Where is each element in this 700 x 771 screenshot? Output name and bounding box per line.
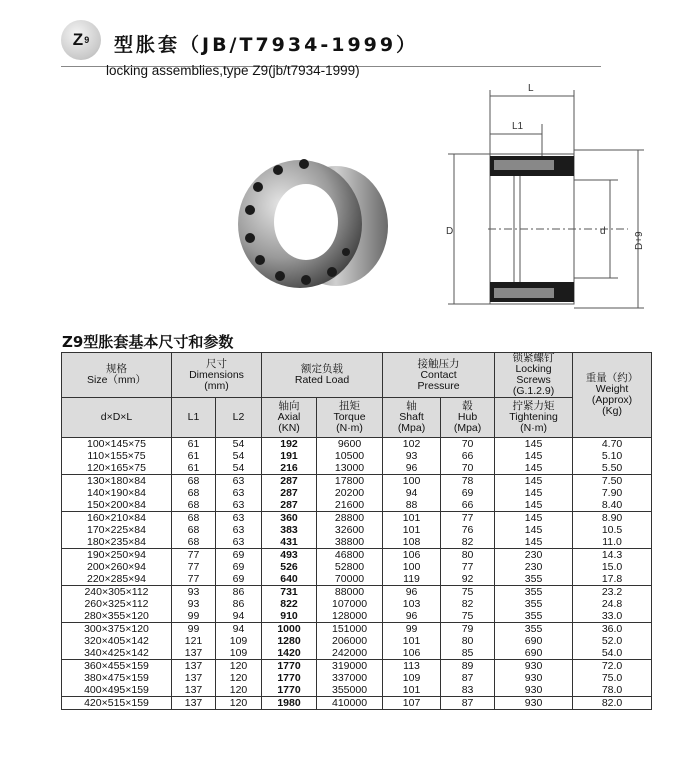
cell-l2: 86 (216, 586, 262, 599)
cell-hub: 78 (441, 475, 495, 488)
cell-axial: 191 (262, 450, 317, 462)
header-weight-en1: Weight (595, 383, 629, 395)
cell-torque: 13000 (317, 462, 383, 475)
header-hub-en: Hub (457, 411, 478, 423)
cell-tightening: 690 (495, 635, 573, 647)
header-axial-en: Axial (277, 411, 301, 423)
cell-shaft: 119 (383, 573, 441, 586)
cell-size: 100×145×75 (62, 438, 172, 451)
header-contact-pressure (383, 353, 495, 398)
cell-torque: 410000 (317, 697, 383, 710)
cell-shaft: 109 (383, 672, 441, 684)
table-row (62, 586, 652, 599)
cell-shaft: 113 (383, 660, 441, 673)
header-size-cn: 规格 (106, 363, 127, 375)
cell-size: 380×475×159 (62, 672, 172, 684)
cell-weight: 23.2 (573, 586, 652, 599)
cell-l1: 99 (172, 623, 216, 636)
cell-weight: 78.0 (573, 684, 652, 697)
cell-l2: 54 (216, 462, 262, 475)
technical-drawing (428, 78, 658, 318)
cell-l1: 137 (172, 672, 216, 684)
header-press-en2: Pressure (417, 379, 460, 392)
cell-l2: 94 (216, 623, 262, 636)
header-press-en1: Contact (420, 368, 457, 381)
header-dim-en: Dimensions (189, 368, 244, 381)
cell-l1: 77 (172, 573, 216, 586)
cell-size: 360×455×159 (62, 660, 172, 673)
cell-l2: 69 (216, 561, 262, 573)
header-shaft-en: Shaft (399, 411, 424, 423)
cell-weight: 8.90 (573, 512, 652, 525)
header-shaft-cn: 轴 (406, 400, 417, 412)
cell-size: 340×425×142 (62, 647, 172, 660)
table-row (62, 684, 652, 697)
cell-l2: 63 (216, 475, 262, 488)
cell-l2: 109 (216, 635, 262, 647)
cell-axial: 1770 (262, 672, 317, 684)
cell-hub: 80 (441, 635, 495, 647)
cell-torque: 107000 (317, 598, 383, 610)
cell-tightening: 145 (495, 524, 573, 536)
cell-axial: 360 (262, 512, 317, 525)
table-row (62, 598, 652, 610)
header-press-cn: 接触压力 (417, 357, 460, 370)
cell-l1: 61 (172, 450, 216, 462)
cell-tightening: 355 (495, 610, 573, 623)
cell-weight: 36.0 (573, 623, 652, 636)
table-row (62, 660, 652, 673)
cell-size: 180×235×84 (62, 536, 172, 549)
cell-axial: 383 (262, 524, 317, 536)
cell-l1: 68 (172, 475, 216, 488)
cell-l2: 63 (216, 536, 262, 549)
cell-axial: 431 (262, 536, 317, 549)
cell-hub: 87 (441, 697, 495, 710)
table-row (62, 499, 652, 512)
cell-shaft: 96 (383, 586, 441, 599)
cell-axial: 1770 (262, 660, 317, 673)
cell-axial: 287 (262, 499, 317, 512)
header-dimensions (172, 353, 262, 398)
table-row (62, 672, 652, 684)
page-title: 型胀套（JB/T7934-1999） (114, 34, 419, 56)
cell-torque: 206000 (317, 635, 383, 647)
cell-shaft: 103 (383, 598, 441, 610)
section-title: Z9型胀套基本尺寸和参数 (62, 333, 234, 351)
cell-l1: 68 (172, 487, 216, 499)
cell-hub: 77 (441, 561, 495, 573)
header-hub-cn: 毂 (462, 400, 473, 412)
header-screw-cn: 锁紧螺钉 (512, 352, 555, 364)
cell-l2: 120 (216, 697, 262, 710)
cell-size: 280×355×120 (62, 610, 172, 623)
cell-tightening: 930 (495, 684, 573, 697)
cell-l1: 77 (172, 561, 216, 573)
header-size-en: Size（mm） (87, 374, 146, 386)
cell-l1: 121 (172, 635, 216, 647)
cell-axial: 640 (262, 573, 317, 586)
cell-weight: 72.0 (573, 660, 652, 673)
cell-weight: 14.3 (573, 549, 652, 562)
cell-size: 120×165×75 (62, 462, 172, 475)
cell-axial: 1280 (262, 635, 317, 647)
cell-hub: 85 (441, 647, 495, 660)
cell-torque: 21600 (317, 499, 383, 512)
cell-weight: 52.0 (573, 635, 652, 647)
cell-torque: 46800 (317, 549, 383, 562)
header-axial (262, 398, 317, 438)
dim-label-d: d (600, 226, 606, 237)
cell-weight: 75.0 (573, 672, 652, 684)
header-weight (573, 353, 652, 438)
cell-tightening: 930 (495, 660, 573, 673)
table-row (62, 450, 652, 462)
cell-axial: 287 (262, 487, 317, 499)
cell-l1: 93 (172, 586, 216, 599)
cell-axial: 287 (262, 475, 317, 488)
cell-torque: 337000 (317, 672, 383, 684)
header-dim-unit: (mm) (204, 379, 229, 392)
cell-size: 260×325×112 (62, 598, 172, 610)
table-row (62, 697, 652, 710)
cell-l2: 69 (216, 549, 262, 562)
cell-tightening: 930 (495, 697, 573, 710)
header-weight-en2: (Approx) (591, 394, 633, 406)
cell-tightening: 355 (495, 623, 573, 636)
cell-weight: 5.10 (573, 450, 652, 462)
header-size-sub: d×D×L (62, 398, 172, 438)
badge-letter: Z (72, 30, 84, 49)
header-size (62, 353, 172, 398)
page-subtitle: locking assemblies,type Z9(jb/t7934-1999) (106, 63, 360, 78)
cell-hub: 82 (441, 536, 495, 549)
header-hub-unit: (Mpa) (453, 422, 482, 434)
cell-size: 400×495×159 (62, 684, 172, 697)
cell-axial: 216 (262, 462, 317, 475)
table-row (62, 462, 652, 475)
cell-l1: 68 (172, 524, 216, 536)
cell-size: 190×250×94 (62, 549, 172, 562)
table-row (62, 512, 652, 525)
cell-torque: 20200 (317, 487, 383, 499)
cell-hub: 89 (441, 660, 495, 673)
cell-size: 160×210×84 (62, 512, 172, 525)
dim-label-L1: L1 (512, 121, 524, 132)
cell-hub: 92 (441, 573, 495, 586)
table-row (62, 438, 652, 451)
cell-tightening: 230 (495, 549, 573, 562)
cell-axial: 731 (262, 586, 317, 599)
cell-l1: 68 (172, 512, 216, 525)
product-photo (228, 152, 393, 292)
cell-torque: 17800 (317, 475, 383, 488)
cell-shaft: 101 (383, 635, 441, 647)
dim-label-L: L (528, 83, 534, 94)
cell-axial: 910 (262, 610, 317, 623)
cell-shaft: 94 (383, 487, 441, 499)
header-torque-cn: 扭矩 (339, 400, 361, 412)
cell-l2: 63 (216, 487, 262, 499)
cell-hub: 69 (441, 487, 495, 499)
cell-torque: 28800 (317, 512, 383, 525)
cell-l1: 68 (172, 499, 216, 512)
cell-l2: 86 (216, 598, 262, 610)
cell-shaft: 96 (383, 610, 441, 623)
cell-weight: 7.90 (573, 487, 652, 499)
table-row (62, 561, 652, 573)
cell-weight: 11.0 (573, 536, 652, 549)
cell-tightening: 355 (495, 598, 573, 610)
series-badge (61, 20, 101, 60)
cell-axial: 493 (262, 549, 317, 562)
cell-l1: 137 (172, 660, 216, 673)
cell-tightening: 230 (495, 561, 573, 573)
cell-l1: 99 (172, 610, 216, 623)
cell-weight: 7.50 (573, 475, 652, 488)
cell-tightening: 145 (495, 475, 573, 488)
cell-size: 240×305×112 (62, 586, 172, 599)
cell-tightening: 355 (495, 573, 573, 586)
table-row (62, 475, 652, 488)
cell-l2: 54 (216, 450, 262, 462)
cell-l1: 137 (172, 697, 216, 710)
cell-hub: 79 (441, 623, 495, 636)
header-tight-en: Tightening (509, 411, 558, 423)
cell-tightening: 690 (495, 647, 573, 660)
table-row (62, 623, 652, 636)
cell-weight: 24.8 (573, 598, 652, 610)
badge-sub: 9 (84, 35, 90, 45)
cell-l2: 120 (216, 660, 262, 673)
cell-torque: 88000 (317, 586, 383, 599)
cell-axial: 1980 (262, 697, 317, 710)
cell-shaft: 88 (383, 499, 441, 512)
table-row (62, 536, 652, 549)
cell-l2: 120 (216, 672, 262, 684)
cell-l2: 63 (216, 524, 262, 536)
header-axial-cn: 轴向 (278, 400, 300, 412)
dim-label-D9: D+9 (634, 231, 645, 250)
table-row (62, 647, 652, 660)
cell-tightening: 145 (495, 462, 573, 475)
header-load-en: Rated Load (294, 374, 350, 386)
cell-axial: 1770 (262, 684, 317, 697)
header-torque-en: Torque (333, 411, 366, 423)
cell-l1: 61 (172, 462, 216, 475)
cell-size: 220×285×94 (62, 573, 172, 586)
cell-tightening: 145 (495, 438, 573, 451)
cell-torque: 151000 (317, 623, 383, 636)
cell-tightening: 145 (495, 487, 573, 499)
cell-hub: 80 (441, 549, 495, 562)
cell-weight: 54.0 (573, 647, 652, 660)
cell-l1: 137 (172, 647, 216, 660)
cell-torque: 38800 (317, 536, 383, 549)
header-shaft-unit: (Mpa) (397, 422, 426, 434)
cell-shaft: 102 (383, 438, 441, 451)
cell-weight: 10.5 (573, 524, 652, 536)
cell-shaft: 106 (383, 549, 441, 562)
header-hub (441, 398, 495, 438)
cell-l2: 63 (216, 512, 262, 525)
cell-weight: 82.0 (573, 697, 652, 710)
header-locking-screws (495, 353, 573, 398)
cell-l1: 137 (172, 684, 216, 697)
cell-tightening: 355 (495, 586, 573, 599)
cell-shaft: 101 (383, 524, 441, 536)
cell-l2: 69 (216, 573, 262, 586)
header-screw-en3: (G.1.2.9) (512, 385, 555, 397)
cell-torque: 242000 (317, 647, 383, 660)
cell-size: 200×260×94 (62, 561, 172, 573)
cell-torque: 319000 (317, 660, 383, 673)
header-tight-cn: 拧紧力矩 (512, 400, 555, 412)
cell-torque: 52800 (317, 561, 383, 573)
header-screw-en1: Locking (515, 363, 552, 375)
header-l2: L2 (216, 398, 262, 438)
cell-size: 110×155×75 (62, 450, 172, 462)
table-body (62, 438, 652, 710)
cell-hub: 75 (441, 586, 495, 599)
cell-size: 170×225×84 (62, 524, 172, 536)
cell-size: 130×180×84 (62, 475, 172, 488)
cell-hub: 87 (441, 672, 495, 684)
cell-size: 320×405×142 (62, 635, 172, 647)
cell-axial: 526 (262, 561, 317, 573)
cell-shaft: 107 (383, 697, 441, 710)
cell-axial: 1000 (262, 623, 317, 636)
cell-shaft: 93 (383, 450, 441, 462)
header-weight-unit: (Kg) (602, 405, 622, 417)
cell-l2: 120 (216, 684, 262, 697)
cell-weight: 15.0 (573, 561, 652, 573)
cell-torque: 9600 (317, 438, 383, 451)
cell-size: 150×200×84 (62, 499, 172, 512)
cell-size: 420×515×159 (62, 697, 172, 710)
header-dim-cn: 尺寸 (206, 357, 227, 370)
header-l1: L1 (172, 398, 216, 438)
cell-hub: 70 (441, 462, 495, 475)
cell-shaft: 99 (383, 623, 441, 636)
cell-hub: 77 (441, 512, 495, 525)
header-rated-load (262, 353, 383, 398)
cell-tightening: 145 (495, 499, 573, 512)
cell-weight: 5.50 (573, 462, 652, 475)
header-screw-en2: Screws (516, 374, 551, 386)
cell-hub: 82 (441, 598, 495, 610)
cell-weight: 8.40 (573, 499, 652, 512)
cell-size: 140×190×84 (62, 487, 172, 499)
cell-tightening: 145 (495, 536, 573, 549)
cell-torque: 70000 (317, 573, 383, 586)
cell-hub: 70 (441, 438, 495, 451)
header-axial-unit: (KN) (278, 422, 300, 434)
header-tightening (495, 398, 573, 438)
cell-l1: 61 (172, 438, 216, 451)
cell-tightening: 930 (495, 672, 573, 684)
cell-shaft: 96 (383, 462, 441, 475)
header-tight-unit: (N·m) (520, 422, 547, 434)
cell-l1: 77 (172, 549, 216, 562)
header-shaft (383, 398, 441, 438)
table-row (62, 573, 652, 586)
table-row (62, 549, 652, 562)
table-row (62, 635, 652, 647)
cell-hub: 66 (441, 450, 495, 462)
cell-hub: 75 (441, 610, 495, 623)
cell-weight: 33.0 (573, 610, 652, 623)
cell-hub: 83 (441, 684, 495, 697)
cell-tightening: 145 (495, 450, 573, 462)
table-row (62, 610, 652, 623)
cell-l2: 63 (216, 499, 262, 512)
cell-shaft: 108 (383, 536, 441, 549)
cell-axial: 1420 (262, 647, 317, 660)
cell-axial: 822 (262, 598, 317, 610)
cell-shaft: 101 (383, 512, 441, 525)
table-row (62, 524, 652, 536)
cell-l2: 94 (216, 610, 262, 623)
parameter-table (61, 352, 652, 710)
header-torque (317, 398, 383, 438)
cell-torque: 32600 (317, 524, 383, 536)
cell-torque: 355000 (317, 684, 383, 697)
cell-weight: 17.8 (573, 573, 652, 586)
cell-hub: 76 (441, 524, 495, 536)
table-row (62, 487, 652, 499)
header-torque-unit: (N·m) (336, 422, 363, 434)
cell-l1: 93 (172, 598, 216, 610)
cell-shaft: 100 (383, 475, 441, 488)
cell-torque: 128000 (317, 610, 383, 623)
cell-l2: 54 (216, 438, 262, 451)
cell-hub: 66 (441, 499, 495, 512)
cell-l2: 109 (216, 647, 262, 660)
cell-axial: 192 (262, 438, 317, 451)
cell-weight: 4.70 (573, 438, 652, 451)
cell-size: 300×375×120 (62, 623, 172, 636)
header-weight-cn: 重量（约） (585, 372, 639, 384)
cell-shaft: 106 (383, 647, 441, 660)
cell-shaft: 100 (383, 561, 441, 573)
dim-label-D: D (446, 226, 454, 237)
cell-tightening: 145 (495, 512, 573, 525)
cell-shaft: 101 (383, 684, 441, 697)
cell-l1: 68 (172, 536, 216, 549)
cell-torque: 10500 (317, 450, 383, 462)
header-load-cn: 额定负载 (301, 363, 344, 375)
